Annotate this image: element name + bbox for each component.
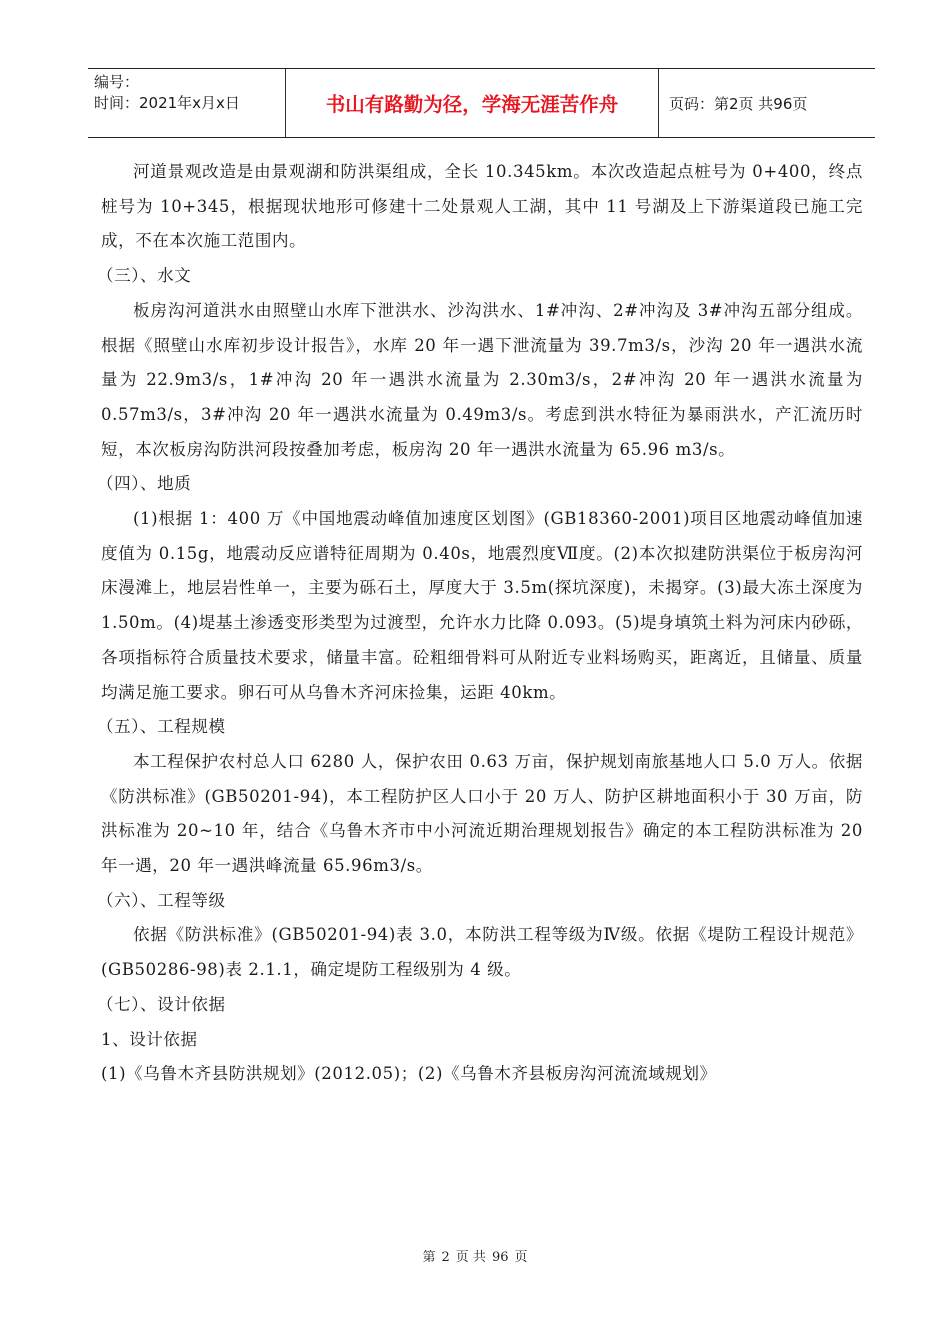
body-paragraph: 河道景观改造是由景观湖和防洪渠组成，全长 10.345km。本次改造起点桩号为 0+400，终点桩号为 10+345，根据现状地形可修建十二处景观人工湖，其中 11 号湖及上下游渠道段已施工完成，不在本次施工范围内。 (101, 162, 863, 251)
body-paragraph: 依据《防洪标准》(GB50201-94)表 3.0，本防洪工程等级为Ⅳ级。依据《堤防工程设计规范》(GB50286-98)表 2.1.1，确定堤防工程级别为 4 级。 (101, 925, 863, 980)
document-body (97, 155, 863, 1092)
section-heading: （三）、水文 (97, 266, 192, 286)
body-paragraph: (1)根据 1：400 万《中国地震动峰值加速度区划图》(GB18360-2001)项目区地震动峰值加速度值为 0.15g，地震动反应谱特征周期为 0.40s，地震烈度Ⅶ度。(2)本次拟建防洪渠位于板房沟河床漫滩上，地层岩性单一，主要为砾石土，厚度大于 3.5m(探坑深度)，未揭穿。(3)最大冻土深度为 1.50m。(4)堤基土渗透变形类型为过渡型，允许水力比降 0.093。(5)堤身填筑土料为河床内砂砾，各项指标符合质量技术要求，储量丰富。砼粗细骨料可从附近专业料场购买，距离近，且储量、质量均满足施工要求。卵石可从乌鲁木齐河床捡集，运距 40km。 (101, 509, 863, 702)
doc-time-label: 时间：2021年x月x日 (94, 94, 240, 112)
header-meta (88, 69, 286, 137)
section-heading: （四）、地质 (97, 474, 192, 494)
doc-number-label: 编号： (94, 73, 140, 91)
page-header (88, 68, 875, 138)
body-paragraph: (1)《乌鲁木齐县防洪规划》(2012.05)；(2)《乌鲁木齐县板房沟河流流域规划》 (101, 1064, 717, 1084)
section-heading: （七）、设计依据 (97, 994, 226, 1014)
footer-page-number: 2 (441, 1250, 450, 1265)
footer-suffix: 页 (514, 1250, 528, 1265)
footer-middle: 页 共 (455, 1250, 486, 1265)
section-heading: （五）、工程规模 (97, 717, 226, 737)
page-footer (0, 1246, 950, 1265)
header-page-info: 页码：第2页 共96页 (669, 94, 808, 113)
body-paragraph: 板房沟河道洪水由照壁山水库下泄洪水、沙沟洪水、1#冲沟、2#冲沟及 3#冲沟五部分组成。根据《照壁山水库初步设计报告》，水库 20 年一遇下泄流量为 39.7m3/s，沙沟 20 年一遇洪水流量为 22.9m3/s，1#冲沟 20 年一遇洪水流量为 2.30m3/s，2#冲沟 20 年一遇洪水流量为 0.57m3/s，3#冲沟 20 年一遇洪水流量为 0.49m3/s。考虑到洪水特征为暴雨洪水，产汇流历时短，本次板房沟防洪河段按叠加考虑，板房沟 20 年一遇洪水流量为 65.96 m3/s。 (101, 300, 863, 459)
subsection-heading: 1、设计依据 (101, 1029, 198, 1049)
header-motto: 书山有路勤为径，学海无涯苦作舟 (286, 69, 659, 137)
footer-total-pages: 96 (491, 1250, 509, 1265)
section-heading: （六）、工程等级 (97, 890, 226, 910)
body-paragraph: 本工程保护农村总人口 6280 人，保护农田 0.63 万亩，保护规划南旅基地人口 5.0 万人。依据《防洪标准》(GB50201-94)，本工程防护区人口小于 20 万人、防护区耕地面积小于 30 万亩，防洪标准为 20~10 年，结合《乌鲁木齐市中小河流近期治理规划报告》确定的本工程防洪标准为 20 年一遇，20 年一遇洪峰流量 65.96m3/s。 (101, 751, 863, 876)
footer-prefix: 第 (422, 1250, 436, 1265)
